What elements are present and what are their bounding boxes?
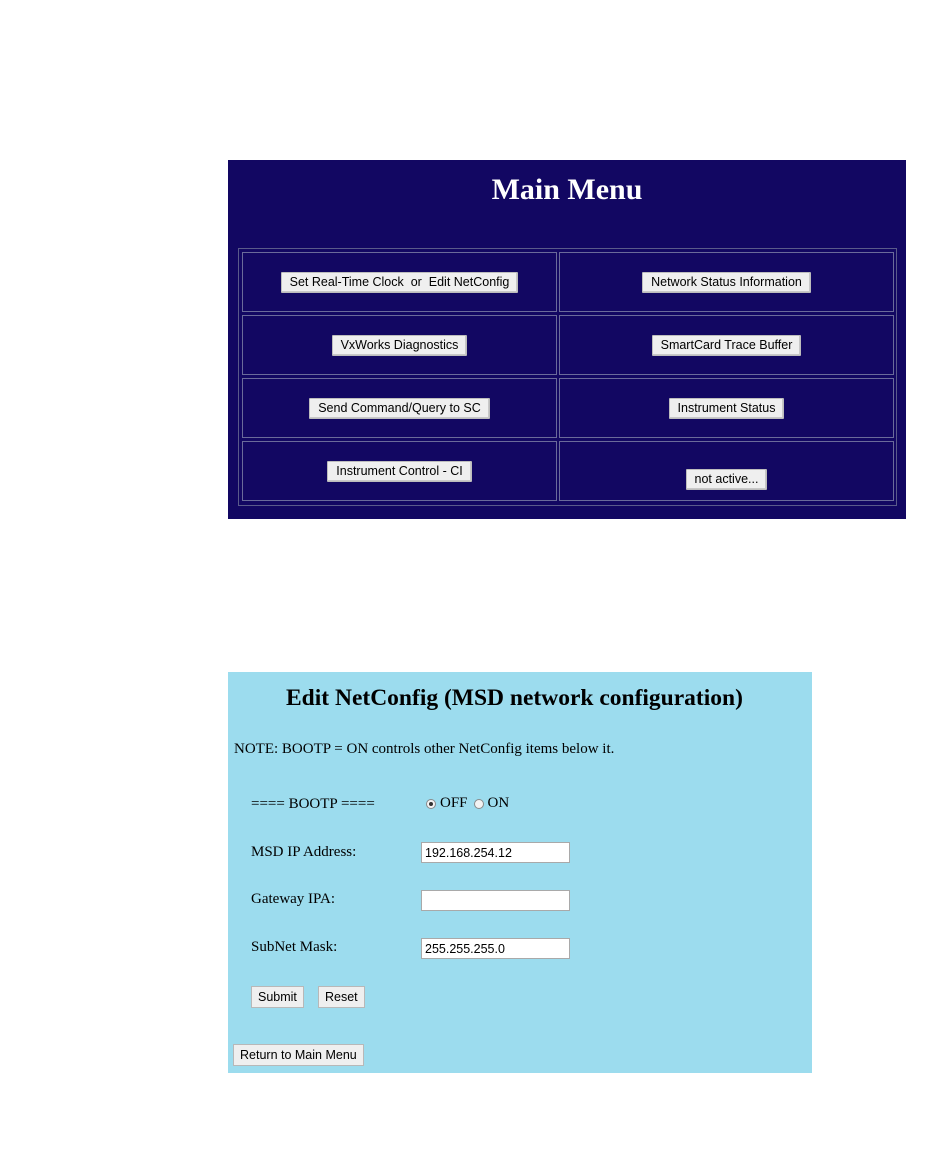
network-status-button[interactable]: Network Status Information (642, 272, 811, 293)
send-command-button[interactable]: Send Command/Query to SC (309, 398, 490, 419)
bootp-radio-group (426, 795, 515, 812)
menu-cell (559, 315, 894, 375)
subnet-mask-label: SubNet Mask: (251, 939, 338, 955)
bootp-off-radio[interactable] (426, 799, 436, 809)
menu-cell (559, 441, 894, 501)
trace-buffer-button[interactable]: SmartCard Trace Buffer (652, 335, 802, 356)
gateway-input[interactable] (421, 890, 570, 911)
set-clock-netconfig-button[interactable]: Set Real-Time Clock or Edit NetConfig (281, 272, 519, 293)
ip-address-input[interactable] (421, 842, 570, 863)
gateway-label: Gateway IPA: (251, 891, 336, 907)
ip-address-label: MSD IP Address: (251, 844, 357, 860)
not-active-button[interactable]: not active... (686, 469, 768, 490)
menu-cell (242, 252, 557, 312)
menu-cell (242, 315, 557, 375)
bootp-on-label: ON (487, 795, 510, 811)
menu-cell (559, 252, 894, 312)
bootp-on-radio[interactable] (474, 799, 484, 809)
main-menu-title: Main Menu (491, 173, 643, 206)
bootp-label: ==== BOOTP ==== (251, 796, 375, 812)
main-menu-panel (228, 160, 906, 519)
menu-cell (242, 378, 557, 438)
submit-button[interactable]: Submit (251, 986, 304, 1008)
return-to-main-menu-button[interactable]: Return to Main Menu (233, 1044, 364, 1066)
subnet-mask-input[interactable] (421, 938, 570, 959)
main-menu-table (238, 248, 897, 506)
netconfig-title: Edit NetConfig (MSD network configuration) (286, 685, 743, 711)
reset-button[interactable]: Reset (318, 986, 365, 1008)
bootp-off-label: OFF (440, 795, 468, 811)
menu-cell (559, 378, 894, 438)
instrument-control-button[interactable]: Instrument Control - CI (327, 461, 471, 482)
instrument-status-button[interactable]: Instrument Status (669, 398, 785, 419)
netconfig-note: NOTE: BOOTP = ON controls other NetConfig items below it. (234, 741, 615, 757)
netconfig-panel (228, 672, 812, 1073)
vxworks-diagnostics-button[interactable]: VxWorks Diagnostics (332, 335, 468, 356)
menu-cell (242, 441, 557, 501)
